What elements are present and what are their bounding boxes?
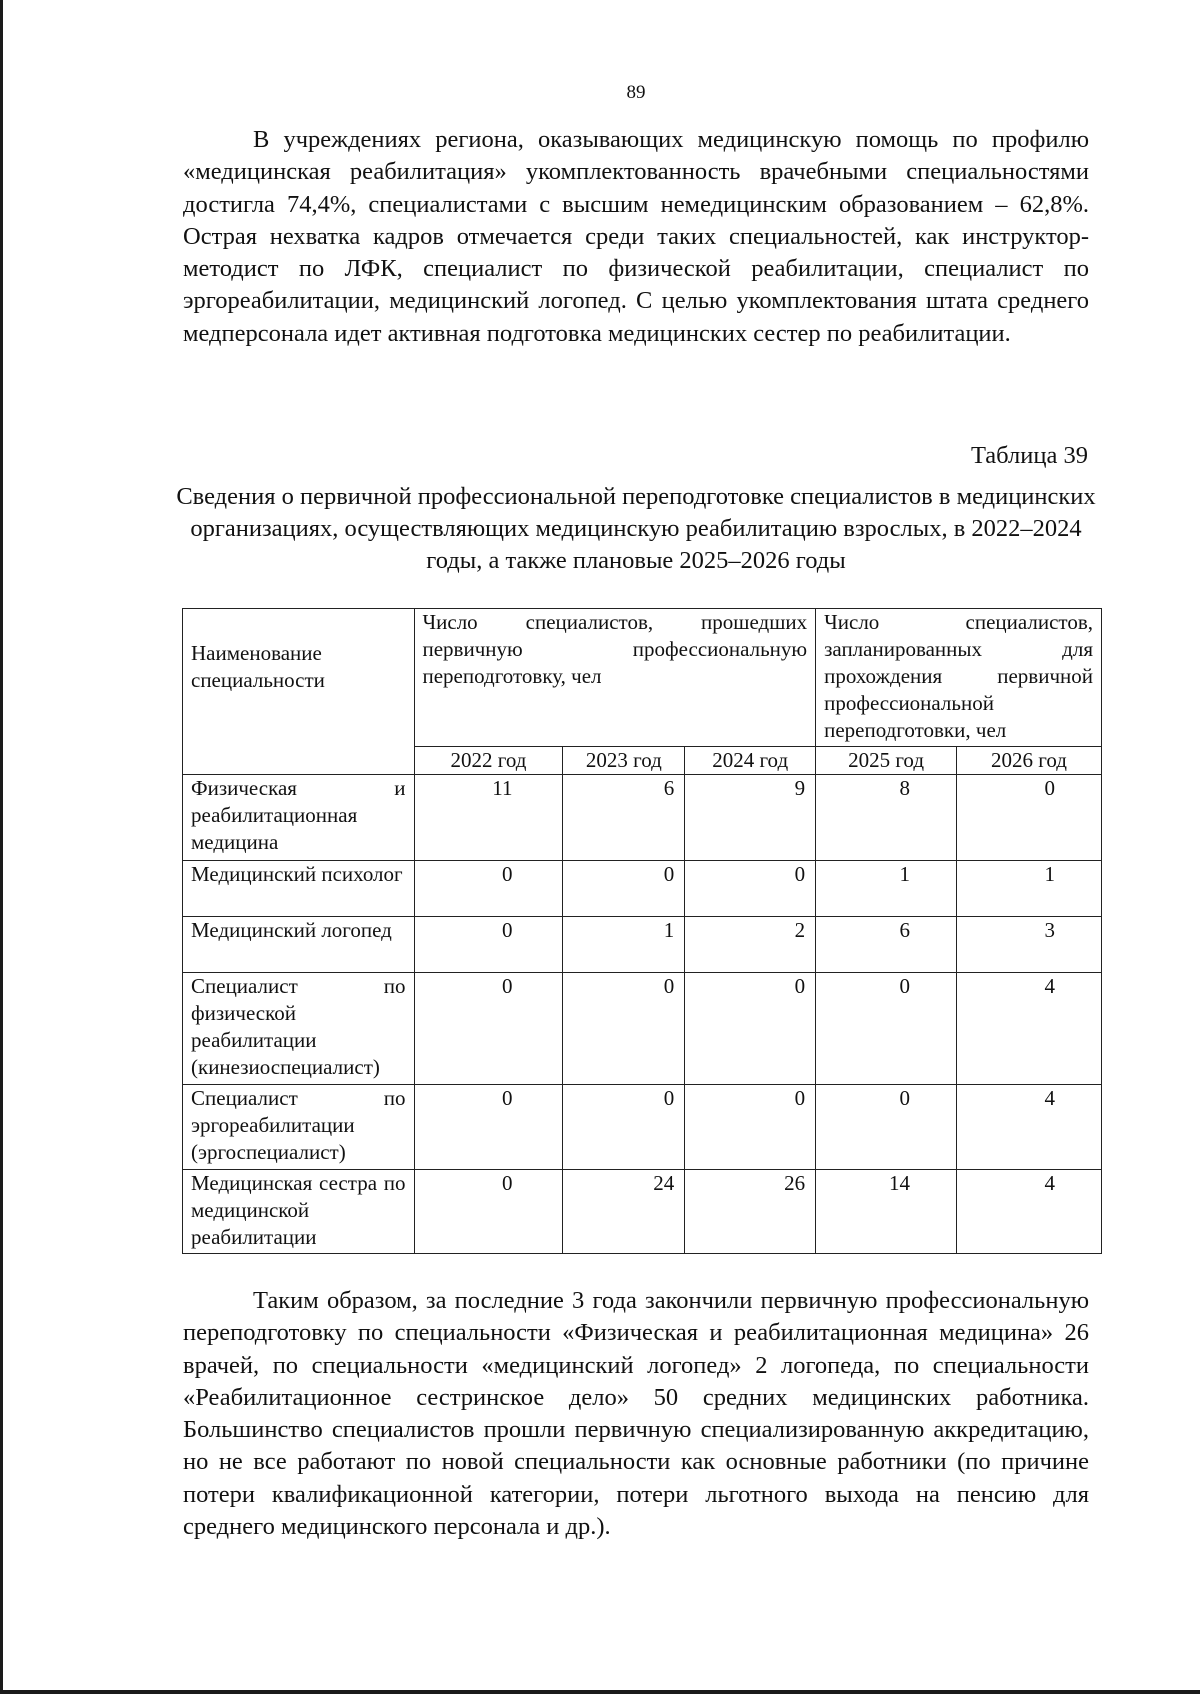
row-value: 4 <box>957 1170 1102 1254</box>
table-row <box>183 861 1102 917</box>
header-name-cell <box>183 609 415 775</box>
row-specialty: Медицинский логопед <box>183 917 415 973</box>
scan-edge-bottom <box>0 1690 1200 1694</box>
table-row <box>183 1085 1102 1170</box>
row-specialty: Специалист по эргореабилитации (эргоспециалист) <box>183 1085 415 1170</box>
row-value: 0 <box>414 861 563 917</box>
page-number: 89 <box>626 82 646 103</box>
year-header: 2024 год <box>685 747 816 775</box>
row-value: 26 <box>685 1170 816 1254</box>
table-row <box>183 1170 1102 1254</box>
table-row <box>183 775 1102 861</box>
year-header: 2023 год <box>563 747 685 775</box>
row-value: 0 <box>816 1085 957 1170</box>
row-value: 0 <box>563 861 685 917</box>
row-specialty: Медицинский психолог <box>183 861 415 917</box>
scan-edge-left <box>0 0 3 1694</box>
year-header: 2022 год <box>414 747 563 775</box>
table-row <box>183 917 1102 973</box>
row-value: 3 <box>957 917 1102 973</box>
row-value: 0 <box>816 973 957 1085</box>
row-value: 11 <box>414 775 563 861</box>
row-value: 24 <box>563 1170 685 1254</box>
intro-paragraph <box>183 124 1089 350</box>
row-value: 0 <box>563 1085 685 1170</box>
row-value: 8 <box>816 775 957 861</box>
row-value: 0 <box>414 1085 563 1170</box>
row-value: 1 <box>563 917 685 973</box>
row-value: 4 <box>957 973 1102 1085</box>
header-planned-group: Число специалистов, запланированных для прохождения первичной профессиональной переподготовки, чел <box>816 609 1102 747</box>
row-value: 0 <box>685 1085 816 1170</box>
row-value: 0 <box>685 861 816 917</box>
table-label: Таблица 39 <box>970 442 1088 469</box>
conclusion-paragraph <box>183 1285 1089 1543</box>
row-value: 2 <box>685 917 816 973</box>
row-specialty: Физическая и реабилитационная медицина <box>183 775 415 861</box>
header-past-group: Число специалистов, прошедших первичную профессиональную переподготовку, чел <box>414 609 816 747</box>
year-header: 2025 год <box>816 747 957 775</box>
row-value: 0 <box>414 1170 563 1254</box>
specialists-table <box>182 608 1102 1254</box>
row-specialty: Медицинская сестра по медицинской реабилитации <box>183 1170 415 1254</box>
row-value: 4 <box>957 1085 1102 1170</box>
row-value: 0 <box>685 973 816 1085</box>
header-name: Наименование специальности <box>191 641 325 692</box>
row-value: 0 <box>563 973 685 1085</box>
intro-paragraph-text: В учреждениях региона, оказывающих медицинскую помощь по профилю «медицинская реабилитация» укомплектованность врачебными специальностями достигла 74,4%, специалистами с высшим немедицинским образованием – 62,8%. Острая нехватка кадров отмечается среди таких специальностей, как инструктор-методист по ЛФК, специалист по физической реабилитации, специалист по эргореабилитации, медицинский логопед. С целью укомплектования штата среднего медперсонала идет активная подготовка медицинских сестер по реабилитации. <box>183 126 1089 347</box>
table-caption: Сведения о первичной профессиональной переподготовке специалистов в медицинских организациях, осуществляющих медицинскую реабилитацию взрослых, в 2022–2024 годы, а также плановые 2025–2026 годы <box>176 483 1096 574</box>
conclusion-paragraph-text: Таким образом, за последние 3 года закончили первичную профессиональную переподготовку по специальности «Физическая и реабилитационная медицина» 26 врачей, по специальности «медицинский логопед» 2 логопеда, по специальности «Реабилитационное сестринское дело» 50 средних медицинских работника. Большинство специалистов прошли первичную специализированную аккредитацию, но не все работают по новой специальности как основные работники (по причине потери квалификационной категории, потери льготного выхода на пенсию для среднего медицинского персонала и др.). <box>183 1287 1089 1541</box>
row-value: 9 <box>685 775 816 861</box>
row-specialty: Специалист по физической реабилитации (кинезиоспециалист) <box>183 973 415 1085</box>
row-value: 0 <box>957 775 1102 861</box>
row-value: 6 <box>816 917 957 973</box>
row-value: 0 <box>414 917 563 973</box>
row-value: 1 <box>957 861 1102 917</box>
row-value: 6 <box>563 775 685 861</box>
row-value: 1 <box>816 861 957 917</box>
row-value: 0 <box>414 973 563 1085</box>
row-value: 14 <box>816 1170 957 1254</box>
table-row <box>183 973 1102 1085</box>
year-header: 2026 год <box>957 747 1102 775</box>
